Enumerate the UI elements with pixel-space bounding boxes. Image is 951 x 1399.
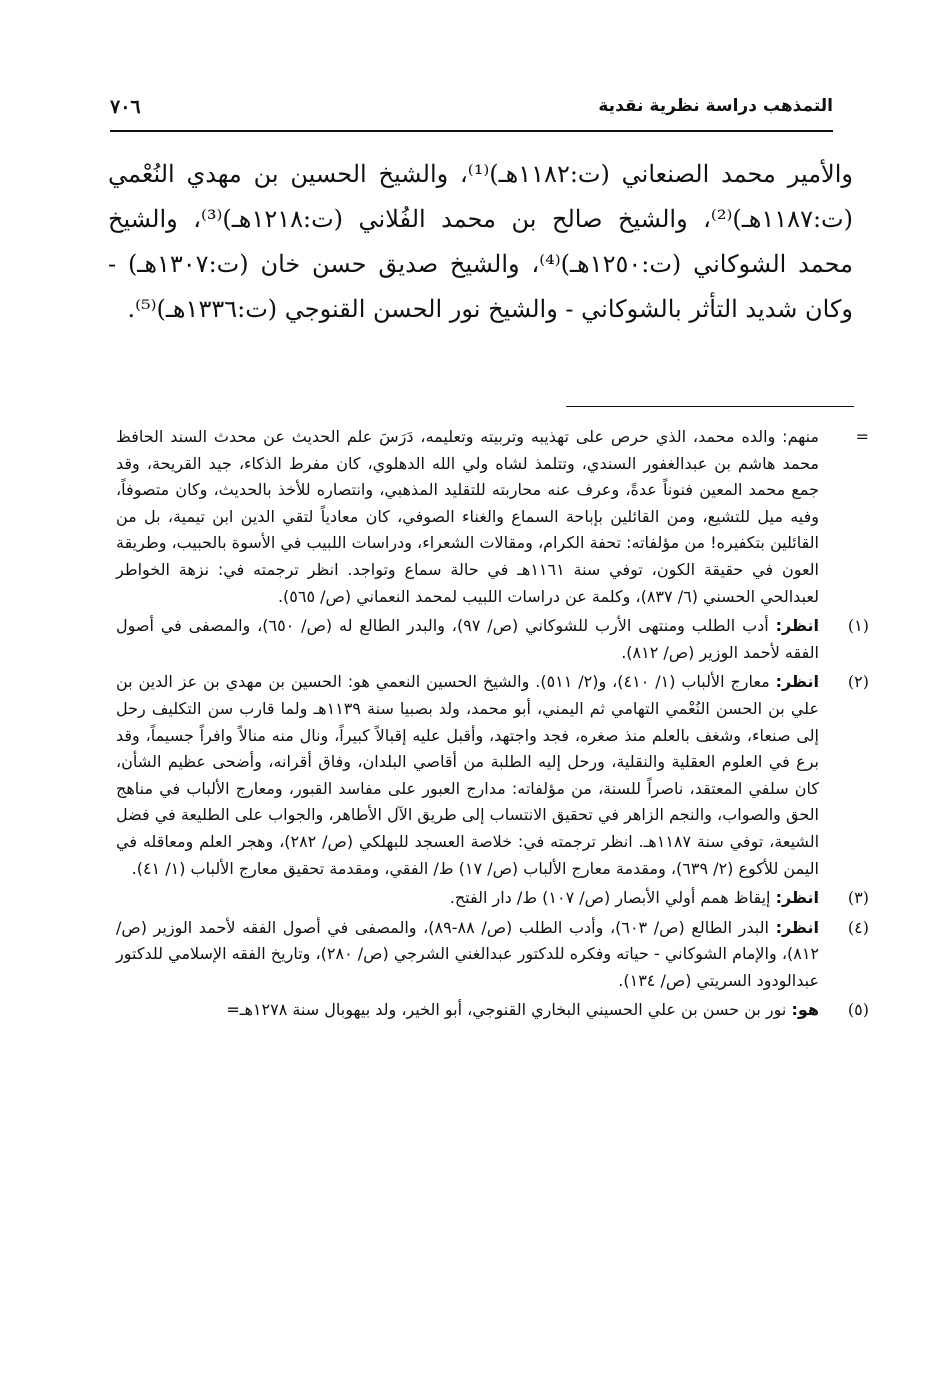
running-title: التمذهب دراسة نظرية نقدية bbox=[598, 96, 833, 116]
footnote-separator bbox=[566, 406, 854, 407]
footnotes bbox=[116, 424, 869, 1027]
footnote-text bbox=[116, 613, 819, 666]
footnote-lead: انظر: bbox=[775, 917, 820, 937]
footnote-body: معارج الألباب (١/ ٤١٠)، و(٢/ ٥١١). والشيخ الحسين النعمي هو: الحسين بن مهدي بن عز الدين بن علي بن الحسن النُعْمي التهامي ثم اليمني، أبو محمد، ولد بصبيا سنة ١١٣٩هـ ولما قارب سن التكليف رحل إلى صنعاء، وشغف بالعلم منذ صغره، فجد واجتهد، وأقبل عليه إقبالاً كبيراً، ونال منه منالاً وافراً جسيماً، وقد برع في العلوم العقلية والنقلية، ورحل إليه الطلبة من أقاصي البلدان، وفاق أقرانه، وأضحى عظيم الشأن، كان سلفي المعتقد، ناصراً للسنة، من مؤلفاته: مدارج العبور على مفاسد القبور، ومعارج الألباب في مناهج الحق والصواب، والنجم الزاهر في تحقيق الانتساب إلى طريق الآل الأطاهر، والجواب على الطليعة في فضل الشيعة، توفي سنة ١١٨٧هـ. انظر ترجمته في: خلاصة العسجد للبهلكي (ص/ ٢٨٢)، وهجر العلم ومعاقله في اليمن للأكوع (٢/ ٦٣٩)، ومقدمة معارج الألباب (ص/ ١٧) ط/ الفقي، ومقدمة تحقيق معارج الألباب (١/ ٤١). bbox=[116, 672, 820, 878]
footnote-lead: انظر: bbox=[775, 616, 820, 636]
footnote-body: نور بن حسن بن علي الحسيني البخاري القنوجي، أبو الخير، ولد بيهوبال سنة ١٢٧٨هـ= bbox=[226, 1000, 787, 1020]
footnote-text bbox=[116, 915, 819, 995]
footnote-text bbox=[116, 997, 819, 1024]
page-number: ٧٠٦ bbox=[110, 96, 141, 118]
footnote-continued bbox=[116, 424, 869, 610]
body-paragraph: والأمير محمد الصنعاني (ت:١١٨٢هـ)⁽¹⁾، والشيخ الحسين بن مهدي النُعْمي (ت:١١٨٧هـ)⁽²⁾، والشيخ صالح بن محمد الفُلاني (ت:١٢١٨هـ)⁽³⁾، والشيخ محمد الشوكاني (ت:١٢٥٠هـ)⁽⁴⁾، والشيخ صديق حسن خان (ت:١٣٠٧هـ) - وكان شديد التأثر بالشوكاني - والشيخ نور الحسن القنوجي (ت:١٣٣٦هـ)⁽⁵⁾. bbox=[108, 160, 853, 323]
footnote-text bbox=[116, 885, 819, 912]
footnote-lead: انظر: bbox=[775, 672, 820, 692]
footnote-mark: (٥) bbox=[847, 1000, 869, 1020]
footnote-lead: انظر: bbox=[775, 888, 819, 908]
footnote-body: منهم: والده محمد، الذي حرص على تهذيبه وتربيته وتعليمه، دَرَسَ علم الحديث عن محدث السند الحافظ محمد هاشم بن عبدالغفور السندي، وتتلمذ لشاه ولي الله الدهلوي، كان مفرط الذكاء، جيد القريحة، وقد جمع محمد المعين فنوناً عدةً، وعرف عنه محاربته للتقليد المذهبي، وانتصاره للأخذ بالحديث، وكان متصوفاً، وفيه ميل للتشيع، ومن القائلين بإباحة السماع والغناء الصوفي، كان معادياً لتقي الدين ابن تيمية، بل من القائلين بتكفيره! من مؤلفاته: تحفة الكرام، ومقالات الشعراء، ودراسات اللبيب في الأسوة بالحبيب، وطريقة العون في حقيقة الكون، توفي سنة ١١٦١هـ في حالة سماع وتواجد. انظر ترجمته في: نزهة الخواطر لعبدالحي الحسني (٦/ ٨٣٧)، وكلمة عن دراسات اللبيب لمحمد النعماني (ص/ ٥٦٥). bbox=[116, 427, 819, 606]
footnote-mark: (٤) bbox=[847, 917, 869, 937]
footnote-lead: هو: bbox=[791, 1000, 819, 1020]
footnote-5 bbox=[116, 997, 869, 1024]
footnote-1 bbox=[116, 613, 869, 666]
footnote-body: إيقاظ همم أولي الأبصار (ص/ ١٠٧) ط/ دار الفتح. bbox=[449, 888, 771, 908]
footnote-text bbox=[116, 669, 819, 882]
footnote-4 bbox=[116, 915, 869, 995]
footnote-mark: = bbox=[855, 427, 869, 446]
footnote-3 bbox=[116, 885, 869, 912]
footnote-mark: (٣) bbox=[847, 888, 869, 908]
footnote-2 bbox=[116, 669, 869, 882]
footnote-body: البدر الطالع (ص/ ٦٠٣)، وأدب الطلب (ص/ ٨٨-٨٩)، والمصفى في أصول الفقه لأحمد الوزير (ص/ ٨١٢)، والإمام الشوكاني - حياته وفكره للدكتور عبدالغني الشرجي (ص/ ٢٨٠)، وتاريخ الفقه الإسلامي للدكتور عبدالودود السريتي (ص/ ١٣٤). bbox=[116, 917, 819, 990]
main-text bbox=[108, 152, 853, 332]
page-header bbox=[110, 92, 833, 132]
footnote-mark: (٢) bbox=[847, 672, 869, 692]
footnote-text bbox=[116, 424, 819, 610]
footnote-mark: (١) bbox=[847, 616, 869, 636]
footnote-body: أدب الطلب ومنتهى الأرب للشوكاني (ص/ ٩٧)، والبدر الطالع له (ص/ ٦٥٠)، والمصفى في أصول الفقه لأحمد الوزير (ص/ ٨١٢). bbox=[116, 616, 819, 662]
